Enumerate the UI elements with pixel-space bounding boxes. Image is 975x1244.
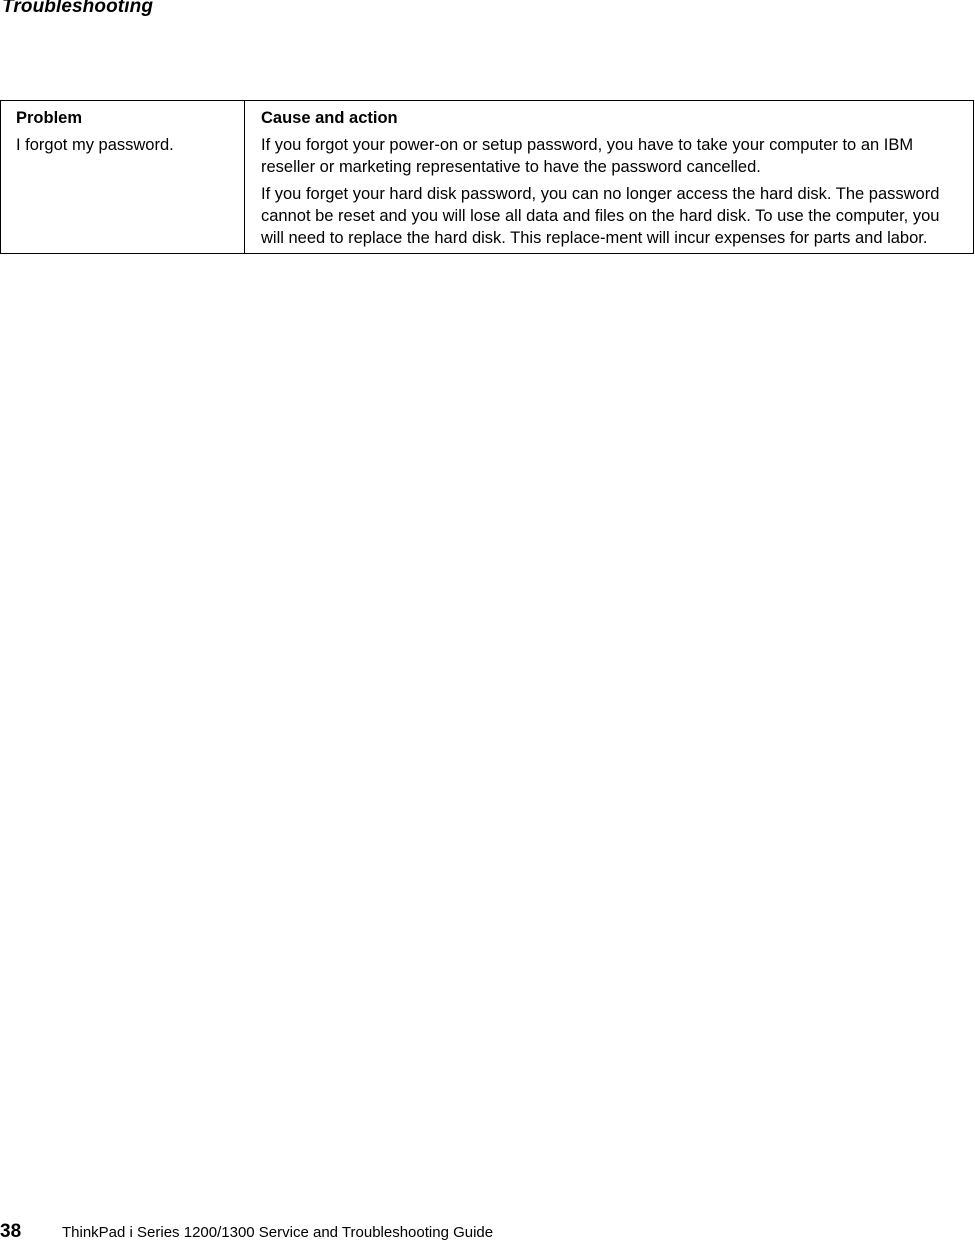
cause-paragraph: If you forgot your power-on or setup password, you have to take your computer to an IBM reseller or marketing representative to have the password cancelled.: [261, 136, 914, 176]
page-footer: [0, 1221, 493, 1243]
table-row: [1, 132, 974, 254]
guide-title: ThinkPad i Series 1200/1300 Service and Troubleshooting Guide: [62, 1224, 494, 1241]
troubleshooting-table: [0, 100, 974, 254]
column-header-cause-and-action: Cause and action: [245, 101, 974, 133]
problem-cell: I forgot my password.: [1, 132, 245, 254]
cause-paragraph: If you forget your hard disk password, you can no longer access the hard disk. The password cannot be reset and you will lose all data and files on the hard disk. To use the computer, you will need to replace the hard disk. This replace-ment will incur expenses for parts and labor.: [261, 185, 940, 247]
table-header-row: [1, 101, 974, 133]
column-header-problem: Problem: [1, 101, 245, 133]
cause-and-action-cell: [245, 132, 974, 254]
table-header: [1, 101, 974, 133]
page-number: 38: [0, 1221, 22, 1242]
table-body: [1, 132, 974, 254]
running-head-title: Troubleshooting: [2, 0, 154, 17]
